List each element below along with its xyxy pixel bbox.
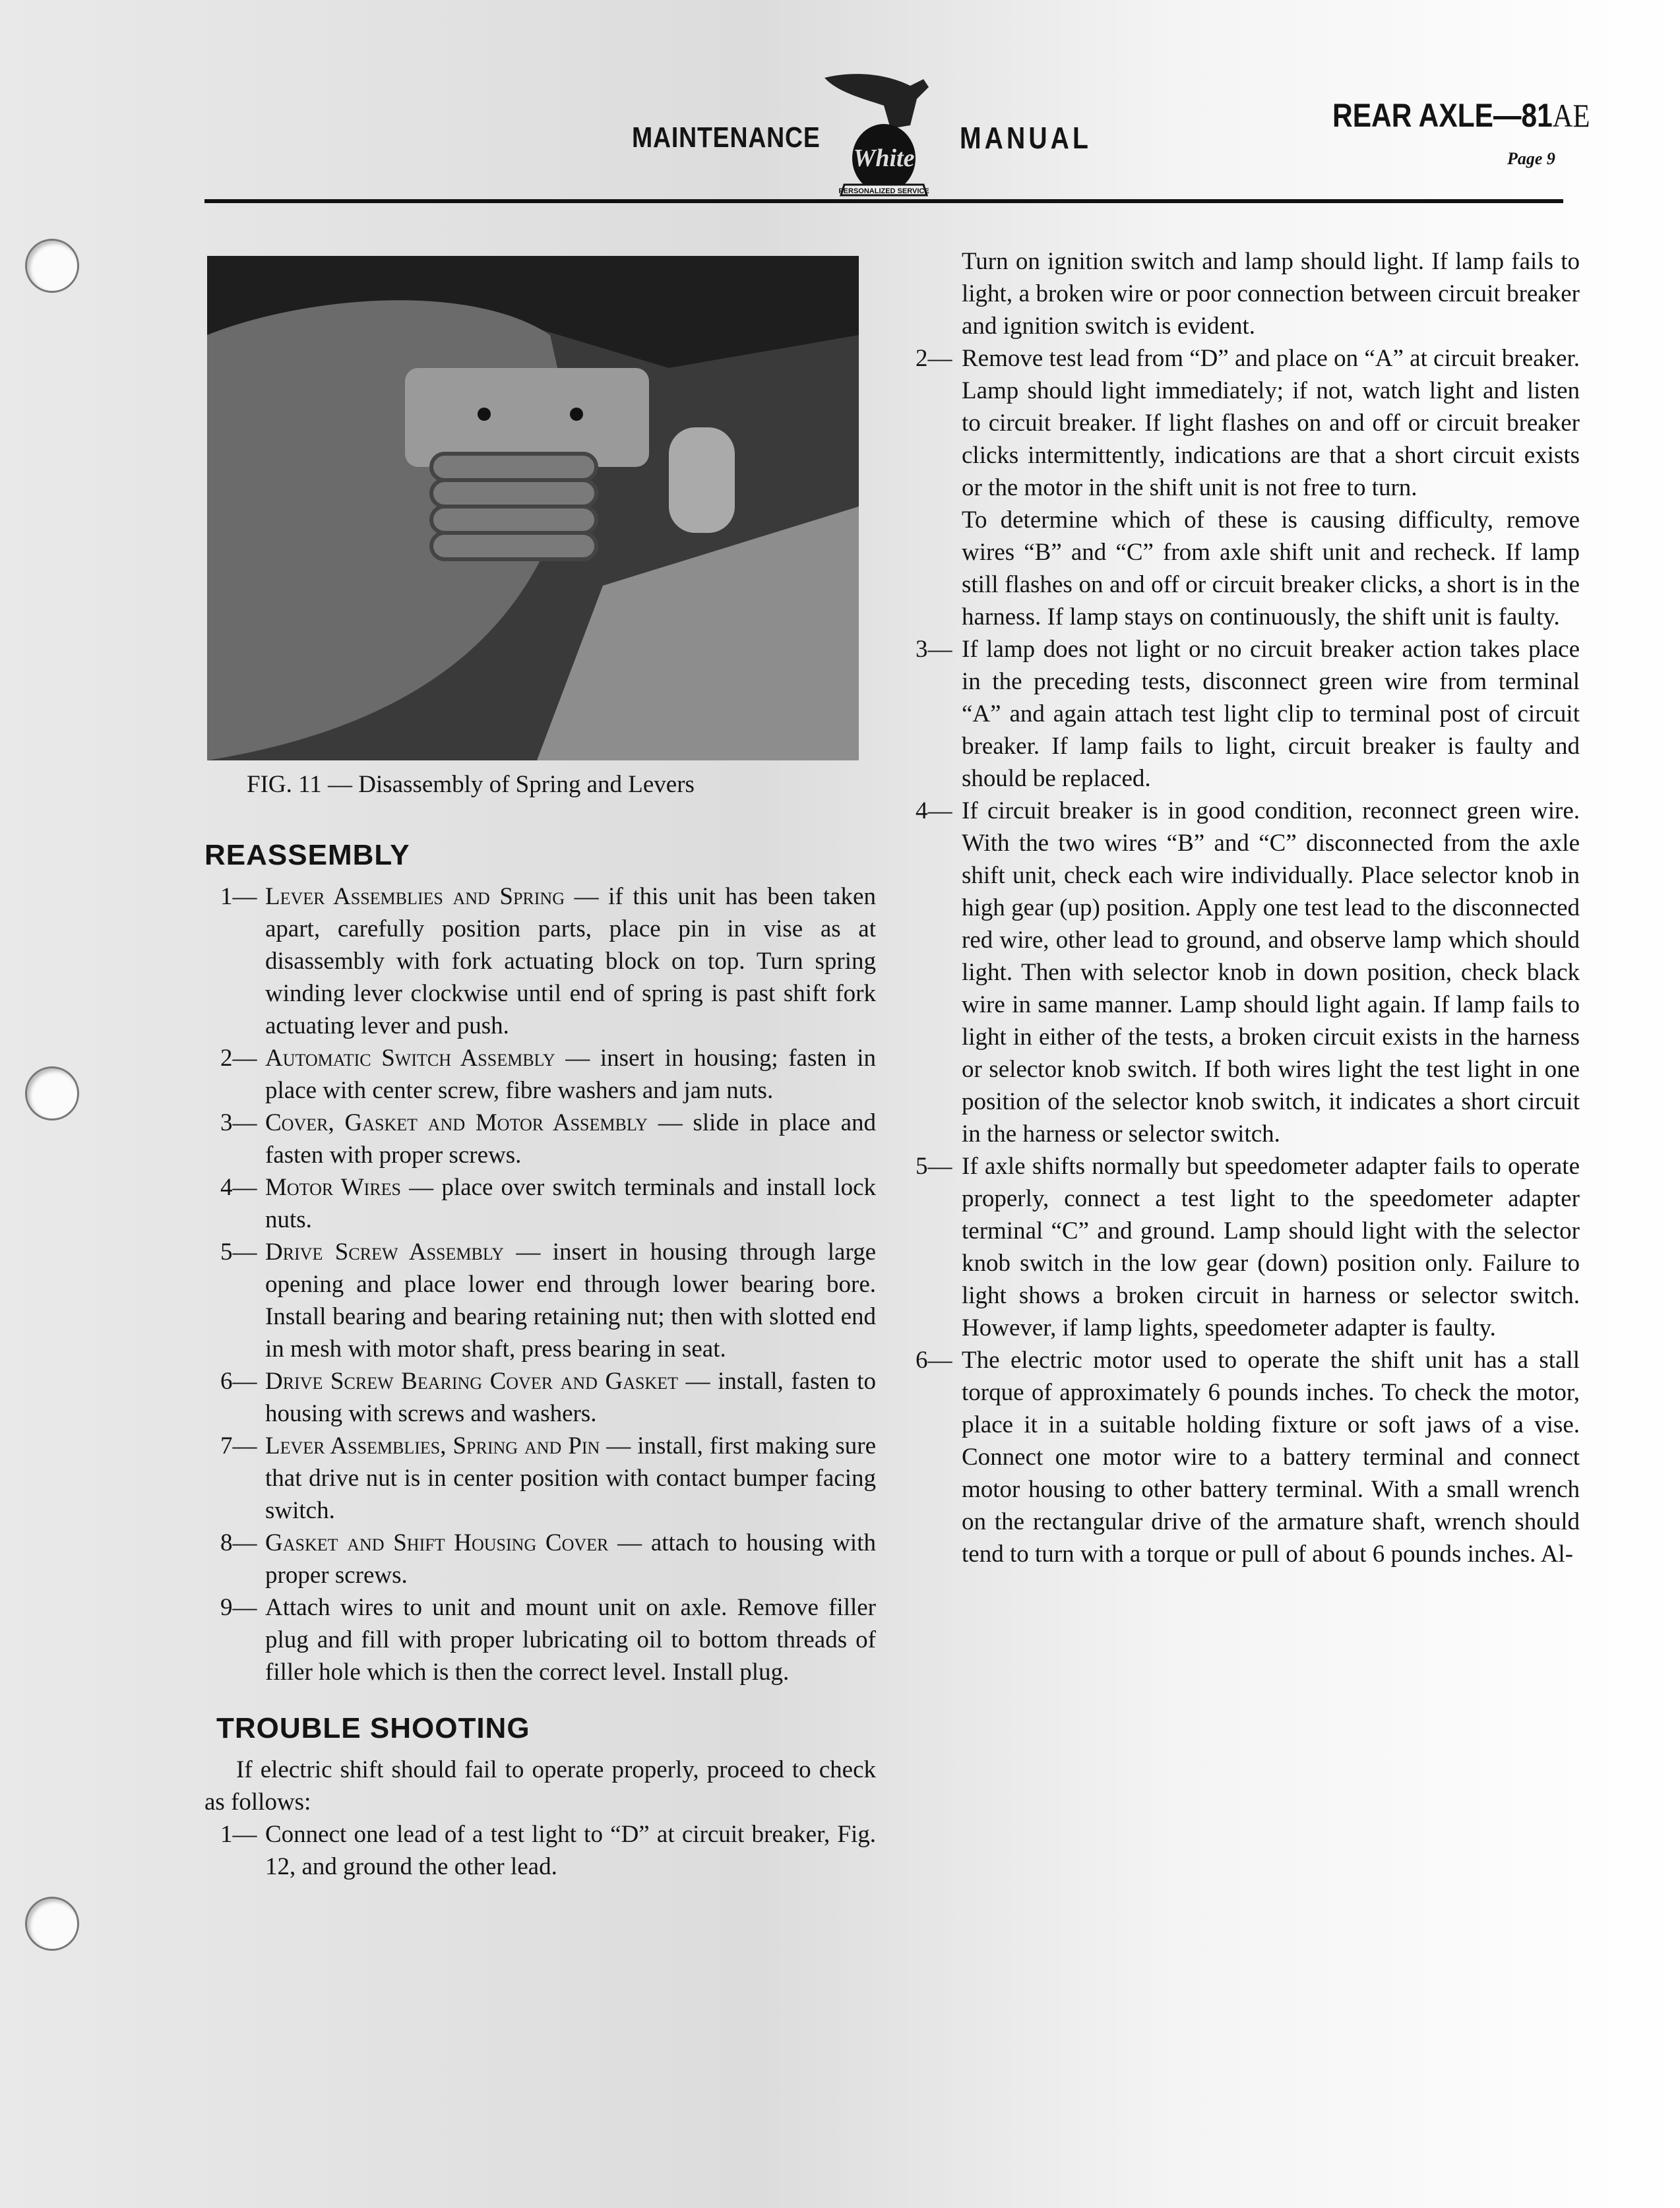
item-number: 5— [220,1239,257,1266]
item-text: If lamp does not light or no circuit breaker action takes place in the preceding tests, disconnect green wire from terminal “A” and again attach test light clip to terminal post of circuit breaker. If lamp fails to light, circuit breaker is faulty and should be replaced. [962,636,1580,792]
item-text: — insert in housing; fasten in place with center screw, fibre washers and jam nuts. [265,1045,876,1104]
reassembly-item [204,1365,876,1430]
reassembly-item [204,1591,876,1688]
item-text: If circuit breaker is in good condition, reconnect green wire. With the two wires “B” and “C” disconnected from the axle shift unit, check each wire individually. Place selector knob in high gear (up) position. Apply one test lead to the disconnected red wire, other lead to ground, and observe lamp which should light. Then with selector knob in down position, check black wire in same manner. Lamp should light again. If lamp fails to light in either of the tests, a broken circuit exists in the harness or selector knob switch. If both wires light the test light in one position of the selector knob switch, it indicates a short circuit in the harness or selector switch. [962,797,1580,1148]
item-text: — if this unit has been taken apart, carefully position parts, place pin in vise as at disassembly with fork actuating block on top. Turn spring winding lever clockwise until end of spring is past shift fork actuating lever and push. [265,883,876,1039]
item-title: Lever Assemblies and Spring [265,883,565,910]
white-logo [811,66,956,198]
header-manual: MANUAL [960,121,1092,155]
item-number: 9— [220,1594,257,1621]
reassembly-item [204,1042,876,1107]
trouble-shooting-heading: TROUBLE SHOOTING [216,1712,530,1744]
trouble-item [916,1344,1580,1570]
title-suffix: AE [1552,97,1590,134]
item-number: 4— [916,797,952,824]
trouble-item [916,1150,1580,1344]
reassembly-item [204,1107,876,1171]
svg-text:PERSONALIZED SERVICE: PERSONALIZED SERVICE [838,187,929,195]
left-column [204,839,876,1883]
punch-hole [25,1066,79,1120]
trouble-item [916,633,1580,795]
section-title [1332,96,1590,135]
item-text: — install, fasten to housing with screws and washers. [265,1368,876,1427]
trouble-intro: If electric shift should fail to operate properly, proceed to check as follows: [204,1756,876,1816]
item-text: — attach to housing with proper screws. [265,1529,876,1589]
header-rule [204,199,1563,203]
item-text: Remove test lead from “D” and place on “A” at circuit breaker. Lamp should light immediately; if not, watch light and listen to circuit breaker. If light flashes on and off or circuit breaker clicks intermittently, indications are that a short circuit exists or the motor in the shift unit is not free to turn. [962,345,1580,501]
item-number: 8— [220,1529,257,1556]
item-number: 2— [220,1045,257,1072]
item-number: 7— [220,1432,257,1459]
item-text: — install, first making sure that drive nut is in center position with contact bumper facing switch. [265,1432,876,1524]
item-text: — place over switch terminals and install lock nuts. [265,1174,876,1233]
trouble-list [916,342,1580,1570]
item-title: Drive Screw Assembly [265,1239,504,1266]
item-title: Gasket and Shift Housing Cover [265,1529,609,1556]
reassembly-list [204,880,876,1688]
trouble-item [916,795,1580,1150]
item-number: 4— [220,1174,257,1201]
item-number: 6— [916,1347,952,1374]
item-title: Lever Assemblies, Spring and Pin [265,1432,600,1459]
figure-caption: FIG. 11 — Disassembly of Spring and Levers [247,771,695,798]
svg-text:White: White [853,144,915,172]
item-number: 3— [220,1109,257,1136]
item-text: The electric motor used to operate the shift unit has a stall torque of approximately 6 pounds inches. To check the motor, place it in a suitable holding fixture or soft jaws of a vise. Connect one motor wire to a battery terminal and connect motor housing to other battery terminal. With a small wrench on the rectangular drive of the armature shaft, wrench should tend to turn with a torque or pull of about 6 pounds inches. Al- [962,1347,1580,1568]
item-number: 3— [916,636,952,663]
item-text: — slide in place and fasten with proper screws. [265,1109,876,1169]
item-number: 6— [220,1368,257,1395]
trouble-item-1-continued: Turn on ignition switch and lamp should light. If lamp fails to light, a broken wire or poor connection between circuit breaker and ignition switch is evident. [962,248,1580,340]
item-text: — insert in housing through large opening and place lower end through lower bearing bore. Install bearing and bearing retaining nut; then with slotted end in mesh with motor shaft, press bearing in seat. [265,1239,876,1363]
title-main: REAR AXLE—81 [1332,97,1553,134]
page-number: Page 9 [1507,149,1555,168]
reassembly-item [204,880,876,1042]
item-number: 1— [220,1821,257,1848]
item-number: 1— [220,883,257,910]
item-title: Motor Wires [265,1174,401,1201]
item-text: Connect one lead of a test light to “D” at circuit breaker, Fig. 12, and ground the other lead. [265,1821,876,1880]
reassembly-item [204,1171,876,1236]
item-text-continued: To determine which of these is causing difficulty, remove wires “B” and “C” from axle shift unit and recheck. If lamp still flashes on and off or circuit breaker clicks, a short is in the harness. If lamp stays on continuously, the shift unit is faulty. [962,506,1580,630]
header-maintenance: MAINTENANCE [632,121,821,154]
reassembly-item [204,1527,876,1591]
punch-hole [25,239,79,293]
item-title: Automatic Switch Assembly [265,1045,555,1072]
item-text: If axle shifts normally but speedometer adapter fails to operate properly, connect a test light to the speedometer adapter terminal “C” and ground. Lamp should light with the selector knob switch in the low gear (down) position only. Failure to light shows a broken circuit in harness or selector switch. However, if lamp lights, speedometer adapter is faulty. [962,1153,1580,1341]
reassembly-heading: REASSEMBLY [204,839,410,871]
figure-photo [207,256,859,760]
item-title: Drive Screw Bearing Cover and Gasket [265,1368,678,1395]
item-title: Cover, Gasket and Motor Assembly [265,1109,648,1136]
item-number: 2— [916,345,952,372]
trouble-item [916,342,1580,633]
trouble-item [204,1818,876,1883]
reassembly-item [204,1430,876,1527]
punch-hole [25,1897,79,1951]
item-text: Attach wires to unit and mount unit on axle. Remove filler plug and fill with proper lubricating oil to bottom threads of filler hole which is then the correct level. Install plug. [265,1594,876,1686]
right-column [916,245,1580,1570]
reassembly-item [204,1236,876,1365]
item-number: 5— [916,1153,952,1180]
